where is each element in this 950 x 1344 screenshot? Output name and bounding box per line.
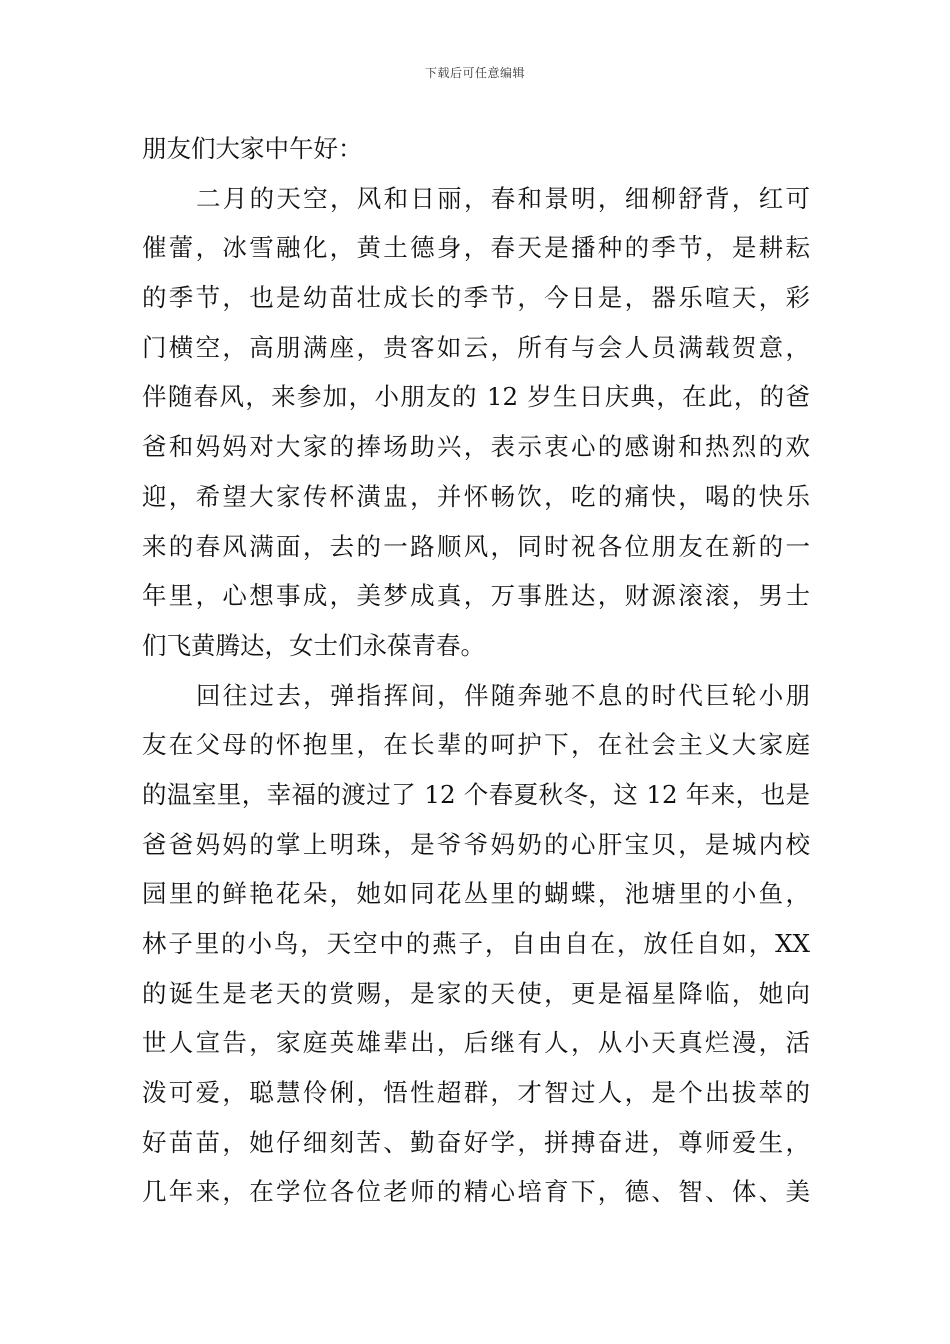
text-line: 们飞黄腾达，女士们永葆青春。: [142, 630, 485, 660]
text-line: 二月的天空，风和日丽，春和景明，细柳舒背，红可: [196, 183, 810, 213]
text-line: 的季节，也是幼苗壮成长的季节，今日是，器乐喧天，彩: [142, 283, 810, 313]
text-line: 几年来，在学位各位老师的精心培育下，德、智、体、美: [142, 1177, 810, 1207]
paragraph: [142, 174, 810, 671]
text-line: 泼可爱，聪慧伶俐，悟性超群，才智过人，是个出拔萃的: [142, 1078, 810, 1108]
text-line: 回往过去，弹指挥间，伴随奔驰不息的时代巨轮小朋: [196, 680, 810, 710]
text-line: 伴随春风，来参加，小朋友的 12 岁生日庆典，在此，的爸: [142, 382, 810, 412]
header-note: 下载后可任意编辑: [424, 66, 525, 80]
text-line: 爸和妈妈对大家的捧场助兴，表示衷心的感谢和热烈的欢: [142, 432, 810, 462]
text-line: 迎，希望大家传杯潢盅，并怀畅饮，吃的痛快，喝的快乐: [142, 481, 810, 511]
text-line: 年里，心想事成，美梦成真，万事胜达，财源滚滚，男士: [142, 581, 810, 611]
text-line: 世人宣告，家庭英雄辈出，后继有人，从小天真烂漫，活: [142, 1028, 810, 1058]
text-line: 门横空，高朋满座，贵客如云，所有与会人员满载贺意，: [142, 332, 810, 362]
text-line: 园里的鲜艳花朵，她如同花丛里的蝴蝶，池塘里的小鱼，: [142, 879, 810, 909]
text-line: 林子里的小鸟，天空中的燕子，自由自在，放任自如，XX: [142, 929, 810, 958]
document-body: [142, 124, 810, 1217]
text-line: 爸爸妈妈的掌上明珠，是爷爷妈奶的心肝宝贝，是城内校: [142, 829, 810, 859]
paragraph: [142, 671, 810, 1218]
text-line: 好苗苗，她仔细刻苦、勤奋好学，拼搏奋进，尊师爱生，: [142, 1127, 810, 1157]
text-line: 催蕾，冰雪融化，黄土德身，春天是播种的季节，是耕耘: [142, 233, 810, 263]
greeting-line: 朋友们大家中午好：: [142, 134, 363, 163]
text-line: 来的春风满面，去的一路顺风，同时祝各位朋友在新的一: [142, 531, 810, 561]
text-line: 的温室里，幸福的渡过了 12 个春夏秋冬，这 12 年来，也是: [142, 779, 810, 809]
text-line: 友在父母的怀抱里，在长辈的呵护下，在社会主义大家庭: [142, 730, 810, 760]
text-line: 的诞生是老天的赏赐，是家的天使，更是福星降临，她向: [142, 978, 810, 1008]
